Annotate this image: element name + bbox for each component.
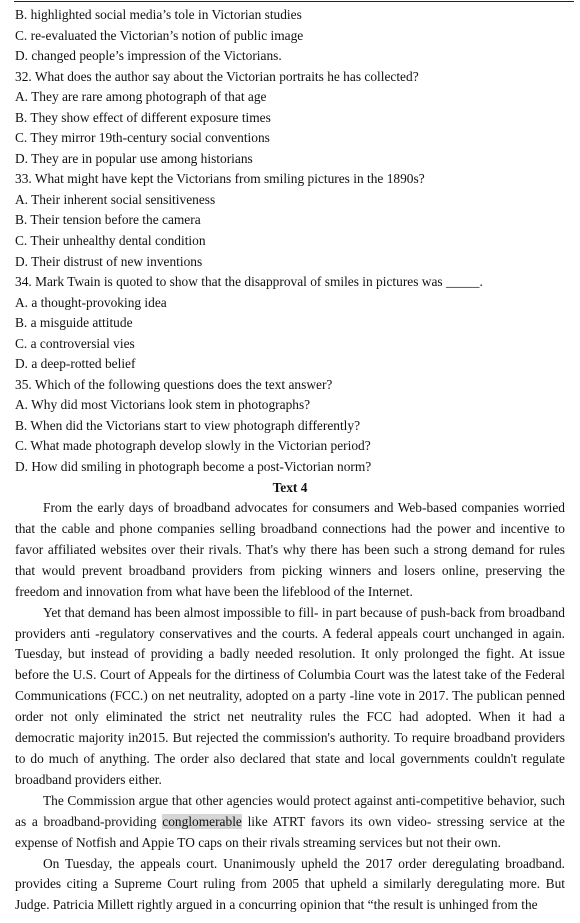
paragraph-3-text-start: The Commission argue that other agencies would protect against anti-competitive behavior, such as a broadband-providing: [15, 792, 565, 829]
option-33d: D. Their distrust of new inventions: [15, 253, 203, 269]
option-34c: C. a controversial vies: [15, 335, 135, 351]
top-rule: [14, 1, 574, 2]
paragraph-4: On Tuesday, the appeals court. Unanimously upheld the 2017 order deregulating broadband. provides citing a Supreme Court ruling from 2005 that upheld a similarly deregulating more. But Judge. Patricia Millett rightly argued in a concurring opinion that “the result is unhinged from the: [15, 855, 565, 913]
paragraph-1: From the early days of broadband advocates for consumers and Web-based companies worried that the cable and phone companies selling broadband connections had the power and incentive to favor affiliated websites over their rivals. That's why there has been such a strong demand for rules that would prevent broadband providers from picking winners and losers online, preserving the freedom and innovation from what have been the lifeblood of the Internet.: [15, 500, 565, 599]
question-32: 32. What does the author say about the Victorian portraits he has collected?: [15, 68, 419, 84]
paragraph-2: Yet that demand has been almost impossible to fill- in part because of push-back from broadband providers anti -regulatory conservatives and the courts. A federal appeals court unchanged in again. Tuesday, but instead of providing a badly needed resolution. It only prolonged the fight. At issue before the U.S. Court of Appeals for the dirtiness of Columbia Court was the latest take of the Federal Communications (FCC.) on net neutrality, adopted on a party -line vote in 2017. The publican penned order not only eliminated the strict net neutrality rules the FCC had adopted. When it had a democratic majority in2015. But rejected the commission's authority. To require broadband providers to do much of anything. The order also declared that state and local governments couldn't regulate broadband providers either.: [15, 604, 565, 787]
paragraph-3-text-end: like ATRT favors its own video- stressing service at the expense of Notfish and Appie TO caps on their rivals streaming services but not their own.: [15, 813, 565, 850]
highlighted-word: conglomerable: [162, 813, 242, 829]
option-34a: A. a thought-provoking idea: [15, 294, 167, 310]
option-35a: A. Why did most Victorians look stem in photographs?: [15, 397, 311, 413]
paragraph-3: [15, 791, 565, 854]
option-35b: B. When did the Victorians start to view photograph differently?: [15, 417, 361, 433]
option-33a: A. Their inherent social sensitiveness: [15, 191, 216, 207]
section-heading: Text 4: [272, 479, 308, 495]
option-34d: D. a deep-rotted belief: [15, 356, 136, 372]
option-33c: C. Their unhealthy dental condition: [15, 233, 206, 249]
option-32b: B. They show effect of different exposure times: [15, 109, 271, 125]
question-33: 33. What might have kept the Victorians from smiling pictures in the 1890s?: [15, 171, 425, 187]
option-35d: D. How did smiling in photograph become a post-Victorian norm?: [15, 459, 372, 475]
option-31b: B. highlighted social media’s tole in Victorian studies: [15, 7, 302, 22]
option-35c: C. What made photograph develop slowly in the Victorian period?: [15, 438, 371, 454]
question-34: 34. Mark Twain is quoted to show that the disapproval of smiles in pictures was _____.: [15, 274, 483, 290]
option-32c: C. They mirror 19th-century social conventions: [15, 130, 270, 146]
question-35: 35. Which of the following questions does the text answer?: [15, 376, 333, 392]
option-31c: C. re-evaluated the Victorian’s notion of public image: [15, 27, 304, 43]
exam-page: [15, 5, 565, 916]
option-33b: B. Their tension before the camera: [15, 212, 201, 228]
option-31d: D. changed people’s impression of the Victorians.: [15, 48, 282, 64]
option-32a: A. They are rare among photograph of that age: [15, 89, 267, 105]
option-34b: B. a misguide attitude: [15, 315, 133, 331]
option-32d: D. They are in popular use among historians: [15, 150, 253, 166]
